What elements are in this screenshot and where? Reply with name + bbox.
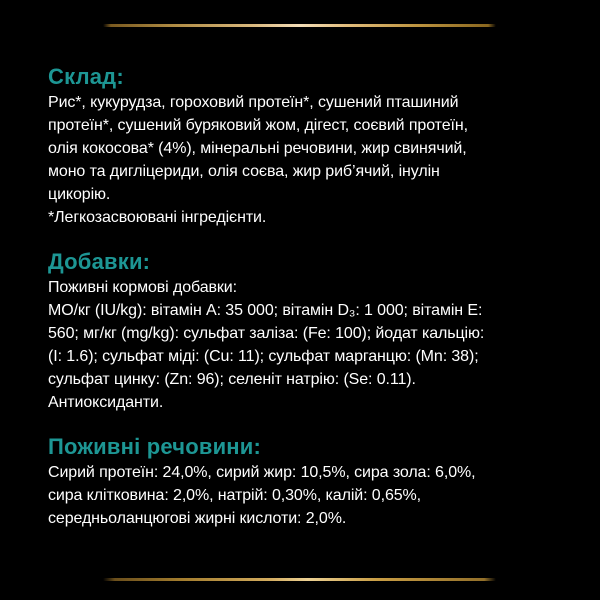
text-line: моно та дигліцериди, олія соєва, жир риб’ячий, інулін [48,163,440,180]
text-line: сира клітковина: 2,0%, натрій: 0,30%, калій: 0,65%, [48,487,422,504]
section-additives [48,248,570,414]
section-composition [48,63,570,229]
text-line: 560; мг/кг (mg/kg): сульфат заліза: (Fe: 100); йодат кальцію: [48,325,485,342]
text-line: Сирий протеїн: 24,0%, сирий жир: 10,5%, сира зола: 6,0%, [48,464,476,481]
section-heading-nutrients: Поживні речовини: [48,434,262,459]
text-line: Антиоксиданти. [48,394,164,411]
label-text-content [48,63,570,530]
text-line: олія кокосова* (4%), мінеральні речовини, жир свинячий, [48,140,467,157]
section-heading-additives: Добавки: [48,249,151,274]
section-heading-composition: Склад: [48,64,124,89]
text-line: сульфат цинку: (Zn: 96); селеніт натрію: (Se: 0.11). [48,371,416,388]
footnote-line: *Легкозасвоювані інгредієнти. [48,209,267,226]
text-line: середньоланцюгові жирні кислоти: 2,0%. [48,510,347,527]
text-line: Рис*, кукурудза, гороховий протеїн*, сушений пташиний [48,94,459,111]
text-line: Поживні кормові добавки: [48,279,237,296]
text-line: (I: 1.6); сульфат міді: (Cu: 11); сульфат марганцю: (Mn: 38); [48,348,479,365]
gold-divider-bottom [103,578,496,581]
text-line: цикорію. [48,186,111,203]
section-nutrients [48,433,570,530]
gold-divider-top [103,24,496,27]
text-line: протеїн*, сушений буряковий жом, дігест, соєвий протеїн, [48,117,468,134]
text-line: МО/кг (IU/kg): вітамін A: 35 000; вітамін D₃: 1 000; вітамін E: [48,302,483,319]
